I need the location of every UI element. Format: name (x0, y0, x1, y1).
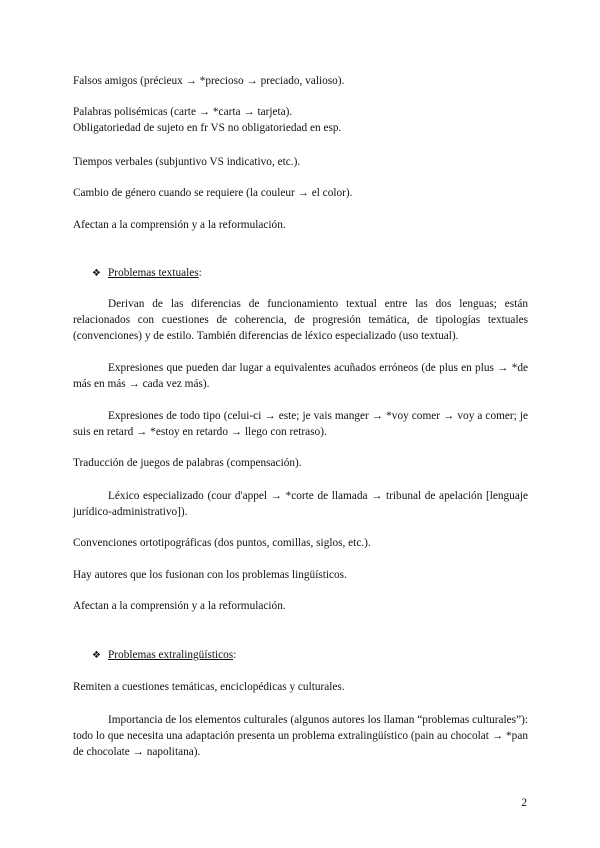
paragraph-text: Derivan de las diferencias de funcionamiento textual entre las dos lenguas; están relacionados con cuestiones de coherencia, de progresión temática, de tipologías textuales (convenciones) y de estilo. También diferencias de léxico especializado (uso textual). (73, 298, 528, 342)
paragraph-convenciones: Convenciones ortotipográficas (dos puntos, comillas, siglos, etc.). (73, 537, 371, 549)
paragraph-derivan (73, 296, 528, 344)
paragraph-falsos-amigos: Falsos amigos (précieux → *precioso → preciado, valioso). (73, 75, 345, 87)
paragraph-palabras-polisemicas: Palabras polisémicas (carte → *carta → tarjeta). (73, 106, 293, 118)
paragraph-remiten: Remiten a cuestiones temáticas, enciclopédicas y culturales. (73, 681, 345, 693)
paragraph-juegos-palabras: Traducción de juegos de palabras (compensación). (73, 457, 302, 469)
diamond-bullet-icon: ❖ (92, 268, 101, 279)
paragraph-obligatoriedad-sujeto: Obligatoriedad de sujeto en fr VS no obligatoriedad en esp. (73, 122, 342, 134)
heading-colon: : (233, 649, 237, 661)
heading-problemas-textuales (92, 266, 202, 281)
paragraph-lexico-especializado (73, 488, 528, 520)
paragraph-expresiones-equivalentes (73, 360, 528, 392)
paragraph-cambio-genero: Cambio de género cuando se requiere (la couleur → el color). (73, 187, 353, 199)
heading-colon: : (198, 267, 202, 279)
heading-title: Problemas textuales (108, 267, 199, 279)
paragraph-text: Importancia de los elementos culturales (algunos autores los llaman “problemas culturales”): todo lo que necesita una adaptación presenta un problema extralingüístico (pain au chocolat → *pan de chocolate → napolitana). (73, 714, 528, 758)
paragraph-tiempos-verbales: Tiempos verbales (subjuntivo VS indicativo, etc.). (73, 156, 301, 168)
paragraph-text: Léxico especializado (cour d'appel → *corte de llamada → tribunal de apelación [lenguaje jurídico-administrativo]). (73, 490, 528, 518)
paragraph-text: Expresiones que pueden dar lugar a equivalentes acuñados erróneos (de plus en plus → *de más en más → cada vez más). (73, 362, 528, 390)
diamond-bullet-icon: ❖ (92, 650, 101, 661)
paragraph-afectan-2: Afectan a la comprensión y a la reformulación. (73, 600, 286, 612)
paragraph-importancia-culturales (73, 712, 528, 760)
heading-title: Problemas extralingüísticos (108, 649, 234, 661)
page-number: 2 (521, 797, 527, 809)
paragraph-expresiones-todo-tipo (73, 408, 528, 440)
paragraph-autores-fusionan: Hay autores que los fusionan con los problemas lingüísticos. (73, 569, 347, 581)
paragraph-afectan-1: Afectan a la comprensión y a la reformulación. (73, 219, 286, 231)
paragraph-text: Expresiones de todo tipo (celui-ci → este; je vais manger → *voy comer → voy a comer; je suis en retard → *estoy en retardo → llego con retraso). (73, 410, 528, 438)
heading-problemas-extralinguisticos (92, 648, 236, 663)
